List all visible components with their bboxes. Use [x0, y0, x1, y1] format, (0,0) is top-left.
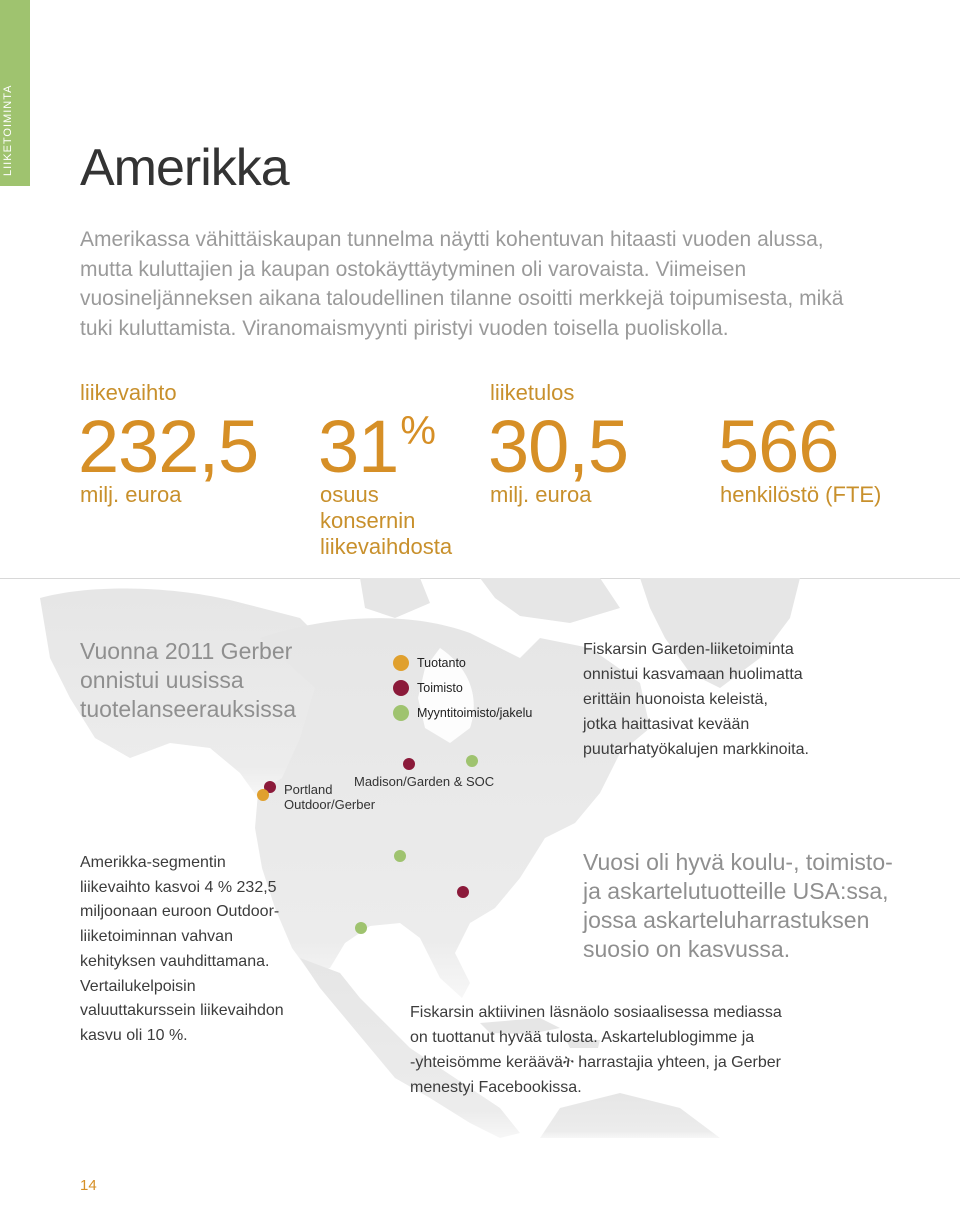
- quote-line: Vuosi oli hyvä koulu-, toimisto-: [583, 849, 893, 875]
- note-line: Fiskarsin Garden-liiketoiminta: [583, 641, 794, 658]
- map-note-right: [583, 637, 809, 762]
- kpi-profit-unit: milj. euroa: [490, 482, 592, 507]
- note-line: kehityksen vauhdittamana.: [80, 952, 270, 970]
- site-label-line: Outdoor/Gerber: [284, 797, 376, 812]
- kpi-share-line: konsernin: [320, 508, 416, 533]
- legend-item-sales: [393, 700, 532, 725]
- kpi-staff-value: 566: [718, 405, 839, 488]
- page-title: Amerikka: [80, 139, 289, 197]
- note-line: Fiskarsin aktiivinen läsnäolo sosiaalisessa mediassa: [410, 1004, 782, 1021]
- kpi-staff-unit: henkilöstö (FTE): [720, 482, 882, 507]
- quote-line: jossa askarteluharrastuksen: [583, 907, 870, 933]
- quote-line: tuotelanseerauksissa: [80, 696, 297, 722]
- legend-label: Tuotanto: [417, 655, 466, 670]
- note-line: liiketoiminnan vahvan: [80, 928, 233, 946]
- sales-marker: [394, 850, 406, 862]
- kpi-share-number: 31: [318, 405, 399, 488]
- sales-marker: [466, 755, 478, 767]
- production-dot-icon: [393, 655, 409, 671]
- kpi-share-line: liikevaihdosta: [320, 534, 453, 559]
- note-line: on tuottanut hyvää tulosta. Askartelublogimme ja: [410, 1029, 755, 1046]
- kpi-revenue-value: 232,5: [78, 405, 259, 488]
- portland-production-marker: [257, 789, 269, 801]
- kpi-share-caption: [320, 482, 452, 560]
- kpi-revenue-label: liikevaihto: [80, 380, 177, 405]
- quote-line: ja askartelutuotteille USA:ssa,: [583, 878, 889, 904]
- quote-line: Vuonna 2011 Gerber: [80, 638, 293, 664]
- madison-office-marker: [403, 758, 415, 770]
- landmass-arctic: [360, 578, 620, 623]
- note-line: erittäin huonoista keleistä,: [583, 691, 768, 708]
- intro-paragraph: Amerikassa vähittäiskaupan tunnelma näytti kohentuvan hitaasti vuoden alussa, mutta kuluttajien ja kaupan ostokäyttäytyminen oli varovaista. Viimeisen vuosineljänneksen aikana taloudellinen tilanne osoitti merkkejä toipumisesta, mikä tuki kuluttamista. Viranomaismyynti piristyi vuoden toisella puoliskolla.: [80, 228, 844, 340]
- page-number: 14: [80, 1177, 97, 1194]
- office-dot-icon: [393, 680, 409, 696]
- note-line: puutarhatyökalujen markkinoita.: [583, 741, 809, 758]
- map-quote-left: [80, 637, 296, 724]
- legend-label: Myyntitoimisto/jakelu: [417, 705, 533, 720]
- legend-item-office: [393, 675, 532, 700]
- quote-line: onnistui uusissa: [80, 667, 244, 693]
- legend-label: Toimisto: [417, 680, 463, 695]
- quote-line: suosio on kasvussa.: [583, 936, 791, 962]
- sales-dot-icon: [393, 705, 409, 721]
- site-label-madison: Madison/Garden & SOC: [354, 774, 495, 789]
- map-note-left: [80, 851, 284, 1049]
- map-quote-right: [583, 848, 893, 964]
- note-line: Vertailukelpoisin: [80, 977, 196, 995]
- map-note-bottom: [410, 1000, 782, 1100]
- note-line: jotka haittasivat kevään: [583, 716, 750, 733]
- note-line: valuuttakurssein liikevaihdon: [80, 1002, 284, 1020]
- note-line: -yhteisömme kerääväት harrastajia yhteen, ja Gerber: [410, 1054, 781, 1071]
- map-legend: [393, 650, 532, 725]
- note-line: liikevaihto kasvoi 4 % 232,5: [80, 878, 277, 896]
- site-label-line: Portland: [284, 782, 333, 797]
- kpi-share-percent: %: [400, 409, 435, 453]
- section-tab: [0, 0, 30, 186]
- sales-marker-mexico: [355, 922, 367, 934]
- kpi-revenue-unit: milj. euroa: [80, 482, 182, 507]
- note-line: menestyi Facebookissa.: [410, 1079, 582, 1096]
- note-line: kasvu oli 10 %.: [80, 1026, 188, 1044]
- legend-item-production: [393, 650, 532, 675]
- kpi-profit-label: liiketulos: [490, 380, 575, 405]
- kpi-profit-value: 30,5: [488, 405, 629, 488]
- kpi-share-line: osuus: [320, 482, 379, 507]
- office-marker: [457, 886, 469, 898]
- note-line: onnistui kasvamaan huolimatta: [583, 666, 803, 683]
- note-line: Amerikka-segmentin: [80, 854, 226, 871]
- site-label-portland: [284, 782, 375, 812]
- note-line: miljoonaan euroon Outdoor-: [80, 903, 280, 921]
- section-tab-label: LIIKETOIMINTA: [2, 84, 14, 176]
